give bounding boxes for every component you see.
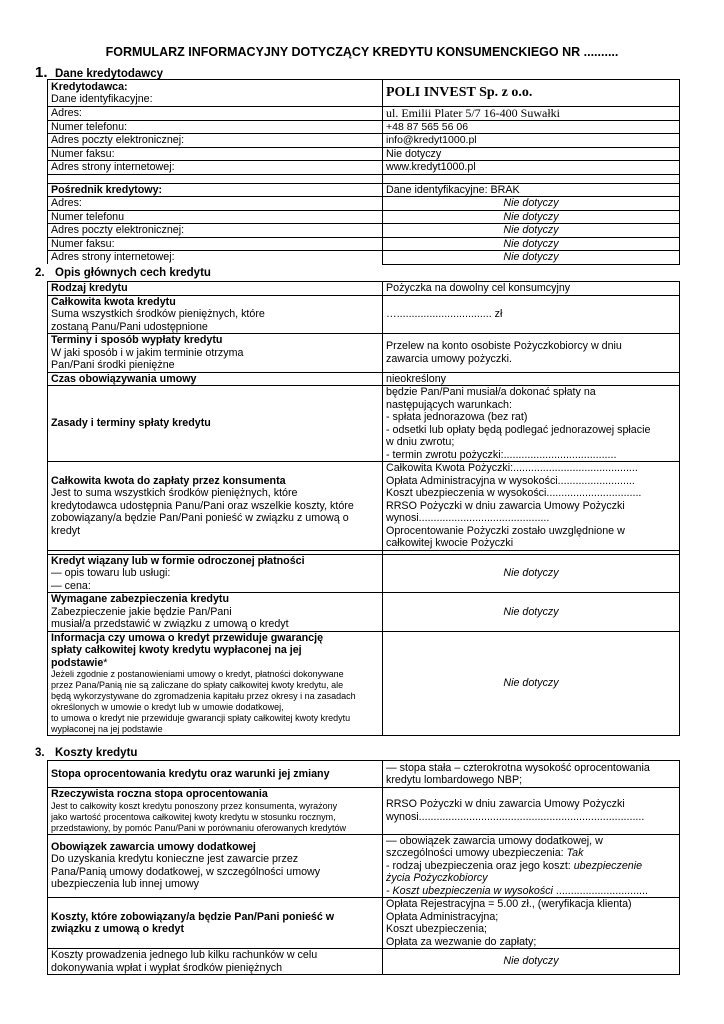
row-value-line: - rodzaj ubezpieczenia oraz jego koszt:: [386, 859, 574, 872]
lender-table: [47, 79, 680, 265]
table-row: [48, 834, 680, 898]
row-value: Nie dotyczy: [383, 251, 680, 265]
row-label: Adres poczty elektronicznej:: [48, 134, 383, 148]
row-label: Numer telefonu: [48, 210, 383, 224]
table-row: [48, 334, 680, 373]
row-desc: Do uzyskania kredytu konieczne jest zawarcie przez: [51, 853, 299, 866]
row-label: Adres:: [48, 197, 383, 211]
row-label: Numer faksu:: [48, 237, 383, 251]
section-number: 2.: [35, 267, 45, 279]
row-label: Rodzaj kredytu: [48, 282, 383, 296]
row-value-line: RRSO Pożyczki w dniu zawarcia Umowy Pożyczki: [386, 499, 625, 512]
row-value-line: Koszt ubezpieczenia w wysokości................................: [386, 487, 642, 499]
row-note: jako wartość procentowa całkowitej kwoty kredytu w stosunku rocznym,: [51, 811, 336, 822]
row-value-line: Opłata Rejestracyjna = 5.00 zł., (weryfikacja klienta): [386, 898, 632, 910]
section-3-heading: [35, 747, 137, 759]
row-label: Kredyt wiązany lub w formie odroczonej płatności: [51, 554, 305, 567]
row-value-line: wynosi............................................................................: [386, 810, 645, 823]
row-note: Jest to całkowity koszt kredytu ponoszony przez konsumenta, wyrażony: [51, 800, 338, 811]
lender-website: www.kredyt1000.pl: [383, 161, 680, 175]
row-value: Nie dotyczy: [383, 224, 680, 238]
insurance-type-cont: życia Pożyczkobiorcy: [386, 872, 488, 884]
table-row: [48, 898, 680, 949]
row-value-line: Opłata za wezwanie do zapłaty;: [386, 935, 537, 948]
row-label: podstawie: [51, 656, 104, 669]
row-desc: Pan/Pani środki pieniężne: [51, 359, 175, 371]
table-row: [48, 237, 680, 251]
row-value: Nie dotyczy: [383, 949, 680, 975]
row-label: Adres strony internetowej:: [48, 161, 383, 175]
table-row: [48, 631, 680, 736]
table-row: [48, 251, 680, 265]
row-value: Nie dotyczy: [383, 237, 680, 251]
row-label: Stopa oprocentowania kredytu oraz warunki jej zmiany: [48, 761, 383, 788]
row-label: związku z umową o kredyt: [51, 923, 185, 935]
row-label: Adres:: [48, 107, 383, 121]
table-row: [48, 107, 680, 121]
lender-name-row: [48, 80, 680, 107]
lender-name: POLI INVEST Sp. z o.o.: [383, 80, 680, 107]
row-value: Nie dotyczy: [383, 210, 680, 224]
row-note: będą wykorzystywane do zgromadzenia kapitału przez okresy i na zasadach: [51, 691, 356, 701]
row-label: Rzeczywista roczna stopa oprocentowania: [51, 788, 268, 800]
row-label: Zasady i terminy spłaty kredytu: [48, 386, 383, 462]
row-value: Nie dotyczy: [383, 554, 680, 593]
row-value-line: Koszt ubezpieczenia;: [386, 923, 487, 935]
section-label: Dane kredytodawcy: [55, 68, 164, 80]
row-desc: Zabezpieczenie jakie będzie Pan/Pani: [51, 605, 232, 618]
row-desc: Jest to suma wszystkich środków pieniężnych, które: [51, 487, 298, 499]
table-row: [48, 197, 680, 211]
insurance-cost-label: - Koszt ubezpieczenia w wysokości: [386, 884, 553, 897]
table-row: [48, 949, 680, 975]
row-value-line: - odsetki lub opłaty będą podlegać jednorazowej spłacie: [386, 423, 651, 436]
row-value-line: - termin zwrotu pożyczki:......................................: [386, 448, 617, 461]
lender-fax: Nie dotyczy: [383, 147, 680, 161]
row-label: Adres poczty elektronicznej:: [48, 224, 383, 238]
row-note: określonych w umowie o kredyt lub w umowie dodatkowej,: [51, 702, 284, 712]
row-value: nieokreślony: [383, 372, 680, 386]
section-number: 1.: [35, 64, 48, 81]
row-note: to umowa o kredyt nie przewiduje gwarancji spłaty całkowitej kwoty kredytu: [51, 713, 351, 723]
row-value-line: - spłata jednorazowa (bez rat): [386, 411, 528, 423]
row-desc: kredyt: [51, 524, 81, 537]
row-value-line: Opłata Administracyjna;: [386, 910, 499, 923]
row-value: Nie dotyczy: [383, 197, 680, 211]
row-label: Terminy i sposób wypłaty kredytu: [51, 334, 223, 346]
row-value-line: następujących warunkach:: [386, 398, 512, 411]
row-label: Czas obowiązywania umowy: [48, 372, 383, 386]
row-desc: zobowiązany/a będzie Pan/Pani ponieść w związku z umową o: [51, 512, 349, 524]
row-label: Całkowita kwota do zapłaty przez konsumenta: [51, 474, 286, 487]
row-value-line: wynosi............................................: [386, 512, 550, 524]
row-label: spłaty całkowitej kwoty kredytu wypłaconej na jej: [51, 644, 302, 656]
row-label: Numer telefonu:: [48, 120, 383, 134]
table-row: [48, 372, 680, 386]
insurance-flag: Tak: [566, 847, 584, 859]
lender-address: ul. Emilii Plater 5/7 16-400 Suwałki: [383, 107, 680, 121]
row-note: przez Pana/Panią nie są zaliczane do spłaty całkowitej kwoty kredytu, ale: [51, 680, 344, 690]
table-row: [48, 788, 680, 835]
row-label: Koszty, które zobowiązany/a będzie Pan/Pani ponieść w: [51, 910, 335, 923]
row-value-line: będzie Pan/Pani musiał/a dokonać spłaty na: [386, 386, 596, 398]
row-label: Informacja czy umowa o kredyt przewiduje gwarancję: [51, 631, 324, 644]
table-row: [48, 224, 680, 238]
table-row: [48, 554, 680, 593]
table-row: [48, 462, 680, 551]
row-value-line: Oprocentowanie Pożyczki zostało uwzględnione w: [386, 524, 625, 537]
row-desc: — cena:: [51, 579, 91, 592]
row-desc: kredytodawca udostępnia Panu/Pani oraz wszelkie koszty, które: [51, 499, 354, 512]
section-label: Koszty kredytu: [55, 747, 138, 759]
table-row: [48, 161, 680, 175]
form-title: FORMULARZ INFORMACYJNY DOTYCZĄCY KREDYTU KONSUMENCKIEGO NR ..........: [105, 45, 619, 59]
amount-field: …................................ zł: [383, 295, 680, 334]
row-label: Numer faksu:: [48, 147, 383, 161]
features-table: [47, 281, 680, 736]
intermediary-heading-row: [48, 183, 680, 197]
row-desc: — opis towaru lub usługi:: [51, 567, 171, 579]
table-row: [48, 593, 680, 632]
row-label: dokonywania wpłat i wypłat środków pieniężnych: [51, 961, 283, 974]
row-value: Nie dotyczy: [383, 631, 680, 736]
row-note: Jeżeli zgodnie z postanowieniami umowy o kredyt, płatności dokonywane: [51, 669, 344, 679]
table-row: [48, 761, 680, 788]
table-row: [48, 134, 680, 148]
row-value-line: całkowitej kwocie Pożyczki: [386, 537, 514, 549]
row-note: przedstawiony, by pomóc Panu/Pani w porównaniu oferowanych kredytów: [51, 822, 346, 833]
table-row: [48, 295, 680, 334]
row-desc: musiał/a przedstawić w związku z umową o kredyt: [51, 618, 289, 630]
lender-heading: Kredytodawca:: [51, 81, 128, 93]
table-row: [48, 147, 680, 161]
section-number: 3.: [35, 747, 45, 759]
section-label: Opis głównych cech kredytu: [55, 267, 211, 279]
table-gap: [48, 174, 680, 183]
intermediary-ident: Dane identyfikacyjne: BRAK: [383, 183, 680, 197]
row-desc: W jaki sposób i w jakim terminie otrzyma: [51, 346, 244, 359]
row-desc: Pana/Panią umowy dodatkowej, w szczególności umowy: [51, 865, 321, 878]
row-value-line: — obowiązek zawarcia umowy dodatkowej, w: [386, 834, 603, 847]
row-value: Przelew na konto osobiste Pożyczkobiorcy w dniu: [386, 340, 622, 353]
intermediary-heading: Pośrednik kredytowy:: [48, 183, 383, 197]
row-value-line: Całkowita Kwota Pożyczki:..........................................: [386, 462, 638, 474]
row-desc: Suma wszystkich środków pieniężnych, które: [51, 308, 265, 320]
row-value: Pożyczka na dowolny cel konsumcyjny: [383, 282, 680, 296]
row-label: Wymagane zabezpieczenia kredytu: [51, 593, 229, 605]
row-note: wypłaconej na jej podstawie: [51, 724, 163, 734]
table-row: [48, 386, 680, 462]
row-value-line: w dniu zwrotu;: [386, 436, 455, 448]
row-value-line: Opłata Administracyjna w wysokości..........................: [386, 474, 635, 487]
costs-table: [47, 760, 680, 975]
table-row: [48, 282, 680, 296]
row-label: Obowiązek zawarcia umowy dodatkowej: [51, 840, 256, 853]
row-label: Całkowita kwota kredytu: [51, 295, 176, 308]
footnote-star: *: [103, 656, 108, 669]
section-2-heading: [35, 267, 211, 279]
row-value: zawarcia umowy pożyczki.: [386, 352, 512, 365]
row-value-line: RRSO Pożyczki w dniu zawarcia Umowy Pożyczki: [386, 798, 625, 811]
row-desc: ubezpieczenia lub innej umowy: [51, 878, 199, 891]
row-value: Nie dotyczy: [383, 593, 680, 632]
insurance-type: ubezpieczenie: [573, 859, 643, 872]
lender-phone: +48 87 565 56 06: [383, 120, 680, 134]
row-value-line: szczególności umowy ubezpieczenia:: [386, 847, 567, 859]
row-value-line: kredytu lombardowego NBP;: [386, 774, 523, 786]
table-row: [48, 210, 680, 224]
row-value-line: — stopa stała – czterokrotna wysokość oprocentowania: [386, 761, 650, 774]
insurance-cost-value: ...............................: [552, 884, 648, 897]
table-row: [48, 120, 680, 134]
row-label: Koszty prowadzenia jednego lub kilku rachunków w celu: [51, 949, 318, 961]
lender-email: info@kredyt1000.pl: [383, 134, 680, 148]
row-label: Adres strony internetowej:: [48, 251, 383, 265]
lender-ident-label: Dane identyfikacyjne:: [51, 93, 153, 105]
row-desc: zostaną Panu/Pani udostępnione: [51, 320, 208, 333]
